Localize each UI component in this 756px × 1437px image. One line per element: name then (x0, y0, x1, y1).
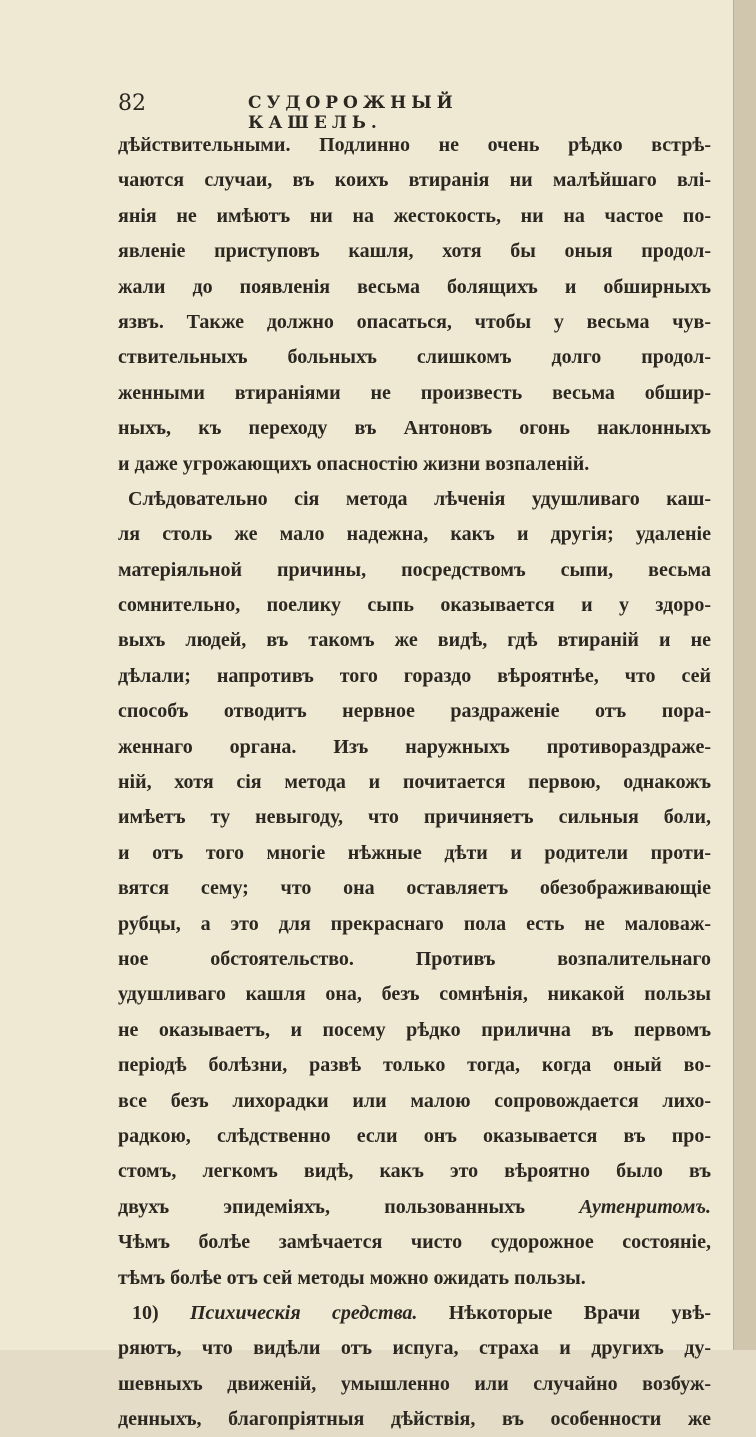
text-line: денныхъ, благопріятныя дѣйствія, въ особенности же (118, 1408, 711, 1431)
text-line: выхъ людей, въ такомъ же видѣ, гдѣ втираній и не (118, 629, 711, 652)
text-line: женнаго органа. Изъ наружныхъ противораздраже- (118, 735, 711, 758)
text-line: янія не имѣютъ ни на жестокость, ни на частое по- (118, 204, 711, 227)
line-text: двухъ эпидеміяхъ, пользованныхъ (118, 1195, 580, 1218)
text-line: жали до появленія весьма болящихъ и обширныхъ (118, 275, 711, 298)
text-line: дѣйствительными. Подлинно не очень рѣдко встрѣ- (118, 134, 711, 156)
line-text: Нѣкоторые Врачи увѣ- (417, 1301, 711, 1324)
page-header (118, 91, 588, 133)
text-line: сомнительно, поелику сыпь оказывается и у здоро- (118, 594, 711, 617)
text-line: ній, хотя сія метода и почитается первою, однакожъ (118, 771, 711, 794)
text-line: способъ отводитъ нервное раздраженіе отъ пора- (118, 700, 711, 723)
text-line: ряютъ, что видѣли отъ испуга, страха и другихъ ду- (118, 1337, 711, 1360)
text-line: шевныхъ движеній, умышленно или случайно возбуж- (118, 1372, 711, 1395)
paragraph-start-line (118, 1296, 711, 1331)
text-line: тѣмъ болѣе отъ сей методы можно ожидать пользы. (118, 1266, 586, 1289)
text-line: женными втираніями не произвесть весьма обшир- (118, 381, 711, 404)
text-line: матеріяльной причины, посредствомъ сыпи, весьма (118, 558, 711, 581)
text-line (118, 1190, 711, 1225)
text-line: ное обстоятельство. Противъ возпалительнаго (118, 947, 711, 970)
section-heading: Психическія средства. (189, 1301, 418, 1324)
line-text: 10) (132, 1301, 190, 1324)
page-edge (733, 0, 756, 1350)
text-line: стомъ, легкомъ видѣ, какъ это вѣроятно было въ (118, 1160, 711, 1183)
text-line: удушливаго кашля она, безъ сомнѣнія, никакой пользы (118, 983, 711, 1006)
text-line: ствительныхъ больныхъ слишкомъ долго продол- (118, 346, 711, 369)
text-line: вятся сему; что она оставляетъ обезображивающіе (118, 877, 711, 900)
body-text (118, 128, 711, 1437)
text-line: все безъ лихорадки или малою сопровождается лихо- (118, 1089, 711, 1112)
text-line: и отъ того многіе нѣжные дѣти и родители проти- (118, 841, 711, 864)
text-line: періодѣ болѣзни, развѣ только тогда, когда оный во- (118, 1054, 711, 1077)
text-line: явленіе приступовъ кашля, хотя бы оныя продол- (118, 240, 711, 263)
text-line: ныхъ, къ переходу въ Антоновъ огонь наклонныхъ (118, 417, 711, 440)
text-line: язвъ. Также должно опасаться, чтобы у весьма чув- (118, 310, 711, 333)
text-line: ля столь же мало надежна, какъ и другія; удаленіе (118, 523, 711, 546)
author-name: Аутенритомъ. (579, 1195, 711, 1218)
text-line: чаются случаи, въ коихъ втиранія ни малѣйшаго влі- (118, 169, 711, 192)
paragraph-start-line: Слѣдовательно сія метода лѣченія удушливаго каш- (128, 487, 711, 510)
text-line: рубцы, а это для прекраснаго пола есть не маловаж- (118, 912, 711, 935)
page-number: 82 (118, 91, 146, 116)
text-line: не оказываетъ, и посему рѣдко прилична въ первомъ (118, 1018, 711, 1041)
text-line: дѣлали; напротивъ того гораздо вѣроятнѣе, что сей (118, 664, 711, 687)
text-line: имѣетъ ту невыгоду, что причиняетъ сильныя боли, (118, 806, 711, 829)
text-line: радкою, слѣдственно если онъ оказывается въ про- (118, 1124, 711, 1147)
text-line: и даже угрожающихъ опасностію жизни возпаленій. (118, 452, 590, 475)
text-line: Чѣмъ болѣе замѣчается чисто судорожное состояніе, (118, 1231, 711, 1254)
running-title: СУДОРОЖНЫЙ КАШЕЛЬ. (248, 93, 458, 133)
